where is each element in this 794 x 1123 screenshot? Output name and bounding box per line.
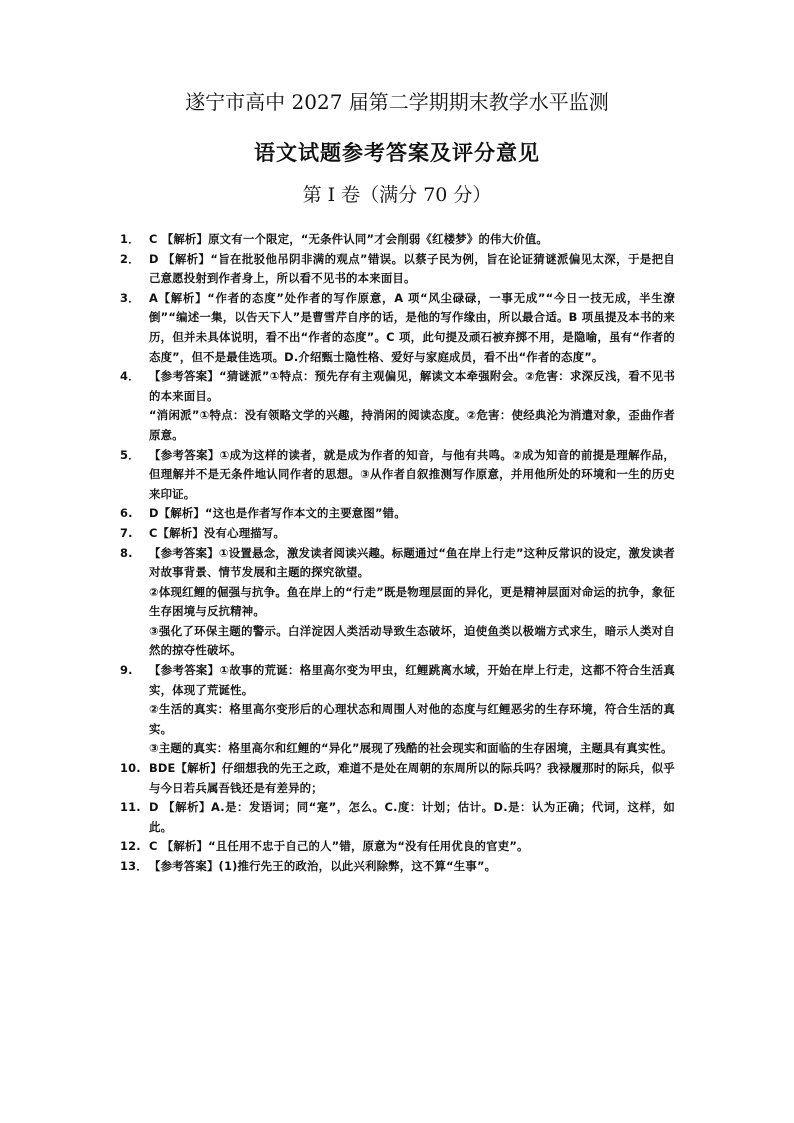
title-school: 遂宁市高中 2027 届第二学期期末教学水平监测 [185,90,609,114]
answer-text: ③主题的真实：格里高尔和红鲤的“异化”展现了残酷的社会现实和面临的生存困境，主题具有真实性。 [149,741,673,756]
answer-text: D 【解析】“旨在批驳他吊阴非满的观点”错误。以蔡子民为例，旨在论证猜谜派偏见太深，于是把自己意愿投射到作者身上，所以看不见书的本来面目。 [149,251,675,286]
answer-item [120,504,675,524]
answer-number: 10. [120,761,141,776]
title-section: 第 Ⅰ 卷（满分 70 分） [302,184,492,206]
answer-text: D 【解析】A.是：发语词；同“寔”，怎么。C.度：计划；估计。D.是：认为正确；代词，这样，如此。 [149,800,675,834]
answer-text: 【参考答案】①成为这样的读者，就是成为作者的知音，与他有共鸣。②成为知音的前提是理解作品，但理解并不是无条件地认同作者的思想。③从作者自叙推测写作原意，并用他所处的环境和一生的历史来印证。 [149,447,675,501]
answer-text: 【参考答案】①设置悬念，激发读者阅读兴趣。标题通过“鱼在岸上行走”这种反常识的设定，激发读者对故事背景、情节发展和主题的探究欲望。 [149,545,675,580]
answer-text: C【解析】没有心理描写。 [149,525,286,540]
answer-item [120,230,675,250]
answer-item [120,661,675,759]
answer-number: 1． [120,232,140,246]
answer-number: 12. [120,839,141,854]
answer-text: “消闲派”①特点：没有领略文学的兴趣，持消闲的阅读态度。②危害：使经典沦为消遣对象，歪曲作者原意。 [149,408,675,442]
answer-text: 【参考答案】①故事的荒诞：格里高尔变为甲虫，红鲤跳离水域，开始在岸上行走，这都不符合生活真实，体现了荒诞性。 [149,663,675,697]
answer-number: 6. [120,506,133,521]
answer-number: 2． [120,251,140,266]
answer-text: ②生活的真实：格里高尔变形后的心理状态和周围人对他的态度与红鲤恶劣的生存环境，符合生活的真实。 [149,702,675,736]
answer-number: 5． [120,447,140,462]
answer-text: ③强化了环保主题的警示。白洋淀因人类活动导致生态破坏，迫使鱼类以极端方式求生，暗示人类对自然的掠夺性破坏。 [149,623,675,658]
answer-text: C 【解析】原文有一个限定，“无条件认同”才会削弱《红楼梦》的伟大价值。 [149,232,548,246]
answer-text: ②体现红鲤的倔强与抗争。鱼在岸上的“行走”既是物理层面的异化，更是精神层面对命运的抗争，象征生存困境与反抗精神。 [149,584,675,619]
answer-item [120,289,675,367]
answer-item [120,544,675,662]
answer-number: 8. [120,545,133,560]
answer-item [120,367,675,445]
answer-number: 4． [120,369,140,384]
answer-number: 9. [120,663,133,678]
answer-item [120,446,675,505]
answer-text: A【解析】“作者的态度”处作者的写作原意，A 项“风尘碌碌，一事无成”“今日一技无成，半生潦倒”“编述一集，以告天下人”是曹雪芹自序的话，是他的写作缘由，所以最合适。B 项虽提及本书的来历，但并未具体说明，看不出“作者的态度”。C 项，此句提及顽石被弃掷不用，是隐喻，虽有“作者的态度”，但不是最佳选项。D.介绍甄士隐性格、爱好与家庭成员，看不出“作者的态度”。 [149,290,675,364]
answer-text: BDE【解析】仔细想我的先王之政，难道不是处在周朝的东周所以的际兵吗？我禄履那时的际兵，似乎与今日若兵属吾钱还是有差异的； [149,761,675,795]
answer-item [120,759,675,798]
answer-number: 7. [120,525,133,540]
answer-number: 13． [120,859,148,873]
answer-text: C 【解析】“且任用不忠于自己的人”错，原意为“没有任用优良的官吏”。 [149,839,529,854]
answer-item [120,524,675,544]
answer-text: 【参考答案】“猜谜派”①特点：预先存有主观偏见，解读文本牵强附会。②危害：求深反浅，看不见书的本来面目。 [149,369,675,403]
answer-text: 【参考答案】(1)推行先王的政治，以此兴利除弊，这不算“生事”。 [149,859,497,873]
answer-item [120,857,675,877]
answer-number: 3． [120,290,140,305]
title-main: 语文试题参考答案及评分意见 [254,141,540,165]
answer-item [120,837,675,857]
answer-list [120,230,675,877]
answer-text: D【解析】“这也是作者写作本文的主要意图”错。 [149,506,406,521]
answer-item [120,250,675,289]
answer-number: 11. [120,800,141,815]
answer-item [120,798,675,837]
